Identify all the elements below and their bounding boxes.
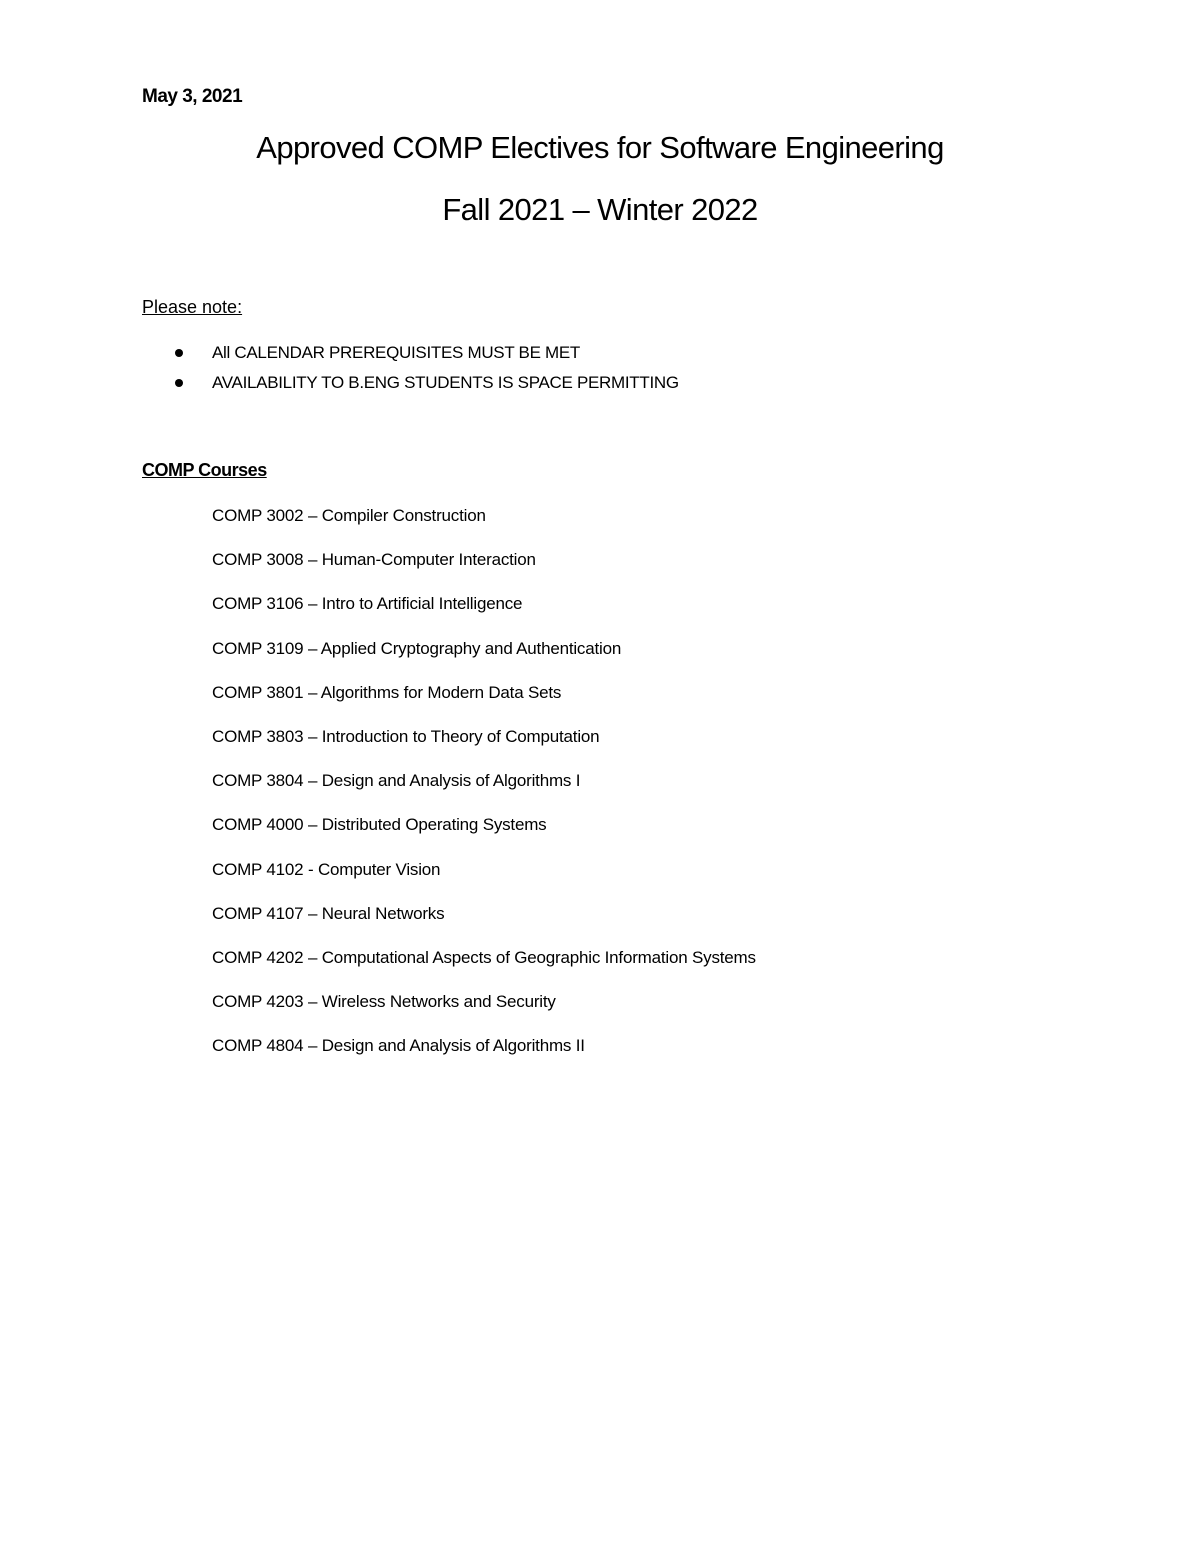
- course-item: COMP 4203 – Wireless Networks and Security: [212, 992, 556, 1012]
- bullet-icon: [175, 349, 183, 357]
- course-list: [212, 503, 756, 1077]
- document-subtitle: Fall 2021 – Winter 2022: [442, 192, 758, 227]
- note-text: All CALENDAR PREREQUISITES MUST BE MET: [212, 343, 581, 362]
- course-item: COMP 4102 - Computer Vision: [212, 859, 441, 879]
- course-item: COMP 4107 – Neural Networks: [212, 903, 445, 923]
- note-item: [142, 341, 679, 371]
- course-item: COMP 4000 – Distributed Operating Systems: [212, 815, 547, 835]
- note-text: AVAILABILITY TO B.ENG STUDENTS IS SPACE PERMITTING: [212, 373, 679, 392]
- bullet-icon: [175, 379, 183, 387]
- note-label: Please note:: [142, 297, 243, 317]
- course-item: COMP 3109 – Applied Cryptography and Authentication: [212, 638, 622, 658]
- course-item: COMP 3804 – Design and Analysis of Algorithms I: [212, 771, 581, 791]
- notes-list: [142, 341, 679, 401]
- course-item: COMP 3106 – Intro to Artificial Intelligence: [212, 594, 523, 614]
- course-item: COMP 4202 – Computational Aspects of Geographic Information Systems: [212, 947, 756, 967]
- course-item: COMP 3801 – Algorithms for Modern Data Sets: [212, 682, 562, 702]
- course-item: COMP 3008 – Human-Computer Interaction: [212, 550, 536, 570]
- course-item: COMP 4804 – Design and Analysis of Algorithms II: [212, 1036, 585, 1056]
- document-date: May 3, 2021: [142, 86, 243, 107]
- course-item: COMP 3803 – Introduction to Theory of Computation: [212, 726, 600, 746]
- note-item: [142, 371, 679, 401]
- document-title: Approved COMP Electives for Software Engineering: [256, 130, 944, 165]
- section-heading: COMP Courses: [142, 460, 267, 480]
- course-item: COMP 3002 – Compiler Construction: [212, 506, 486, 525]
